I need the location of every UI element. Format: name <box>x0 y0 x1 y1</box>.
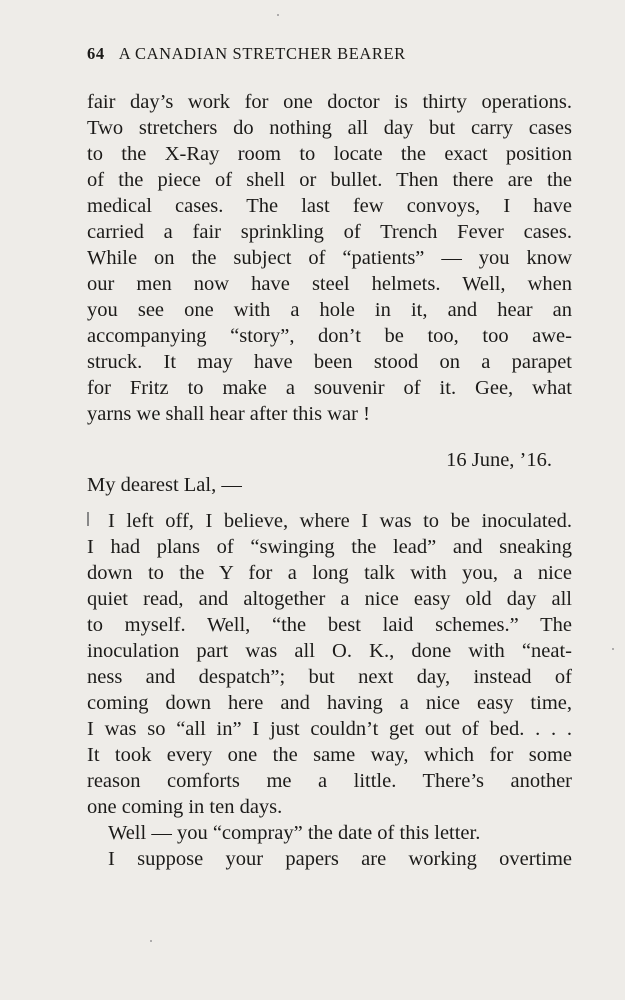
text-line: fair day’s work for one doctor is thirty operations. <box>87 91 572 113</box>
text-line: I suppose your papers are working overtime <box>108 848 572 870</box>
running-header <box>87 44 547 70</box>
text-line: quiet read, and altogether a nice easy old day all <box>87 588 572 610</box>
text-line: accompanying “story”, don’t be too, too awe- <box>87 325 572 347</box>
text-line: It took every one the same way, which for some <box>87 744 572 766</box>
text-line: our men now have steel helmets. Well, when <box>87 273 572 295</box>
letter-date: 16 June, ’16. <box>446 449 552 471</box>
text-line: struck. It may have been stood on a parapet <box>87 351 572 373</box>
margin-mark <box>87 512 89 526</box>
text-line: reason comforts me a little. There’s another <box>87 770 572 792</box>
text-line: inoculation part was all O. K., done with “neat- <box>87 640 572 662</box>
text-line: you see one with a hole in it, and hear an <box>87 299 572 321</box>
text-line: coming down here and having a nice easy time, <box>87 692 572 714</box>
text-line: Well — you “compray” the date of this letter. <box>108 822 481 844</box>
text-line: medical cases. The last few convoys, I have <box>87 195 572 217</box>
text-line: ness and despatch”; but next day, instead of <box>87 666 572 688</box>
text-line: of the piece of shell or bullet. Then there are the <box>87 169 572 191</box>
text-line: for Fritz to make a souvenir of it. Gee, what <box>87 377 572 399</box>
text-line: I was so “all in” I just couldn’t get out of bed. . . . <box>87 718 572 740</box>
page-number: 64 <box>87 44 105 63</box>
text-line: to the X-Ray room to locate the exact position <box>87 143 572 165</box>
text-line: one coming in ten days. <box>87 796 283 818</box>
salutation: My dearest Lal, — <box>87 474 242 496</box>
text-line: Two stretchers do nothing all day but carry cases <box>87 117 572 139</box>
text-line: yarns we shall hear after this war ! <box>87 403 370 425</box>
text-line: carried a fair sprinkling of Trench Fever cases. <box>87 221 572 243</box>
text-line: I left off, I believe, where I was to be inoculated. <box>108 510 572 532</box>
running-title: A CANADIAN STRETCHER BEARER <box>118 44 406 63</box>
paper-speck <box>612 648 614 650</box>
text-line: down to the Y for a long talk with you, a nice <box>87 562 572 584</box>
paper-speck <box>277 14 279 16</box>
text-line: to myself. Well, “the best laid schemes.” The <box>87 614 572 636</box>
text-line: I had plans of “swinging the lead” and sneaking <box>87 536 572 558</box>
paper-speck <box>150 940 152 942</box>
text-line: While on the subject of “patients” — you know <box>87 247 572 269</box>
